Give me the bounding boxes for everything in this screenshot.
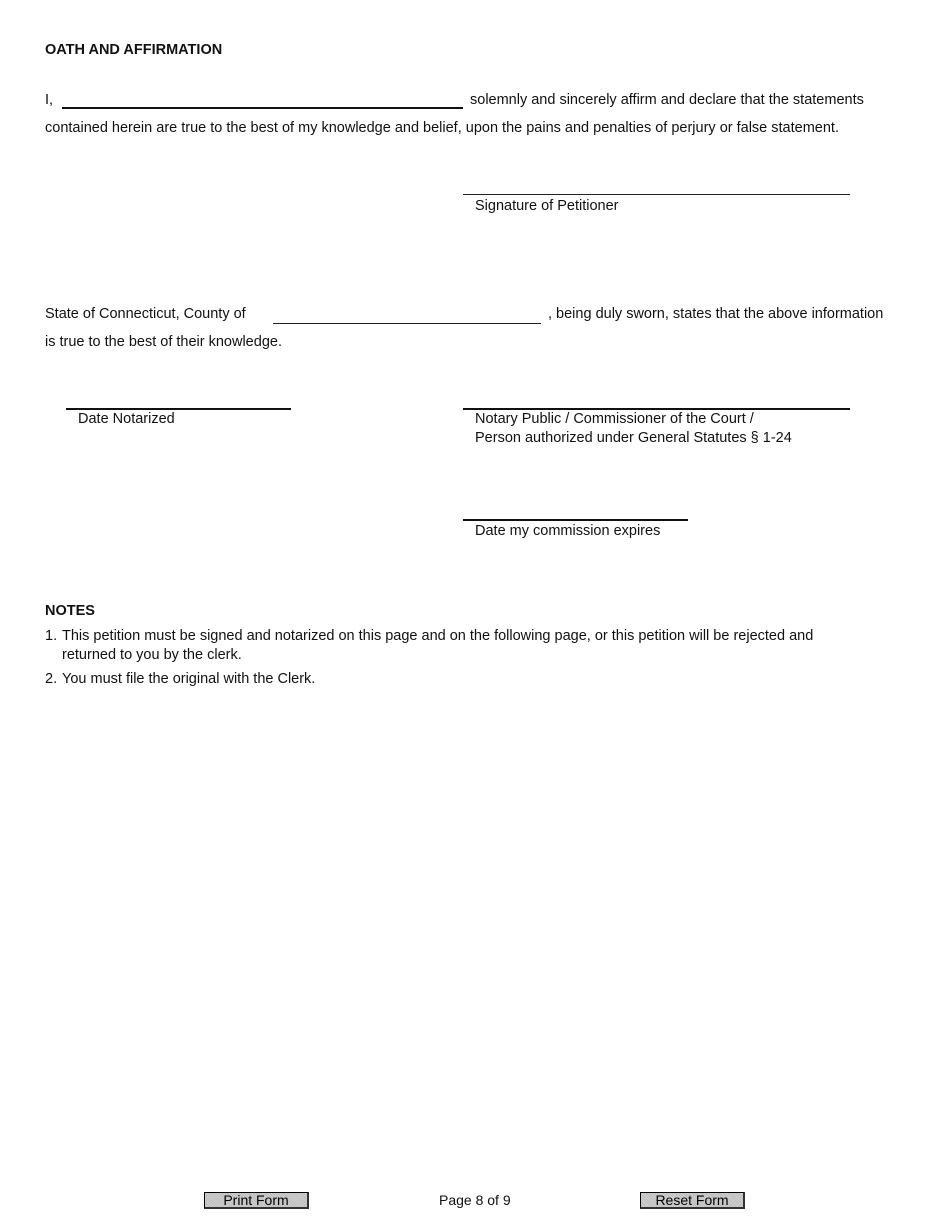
county-input[interactable]	[273, 305, 541, 324]
note-1-line1: This petition must be signed and notarized on this page and on the following page, or this petition will be rejected and	[62, 628, 814, 644]
notary-label-1: Notary Public / Commissioner of the Court /	[475, 411, 754, 427]
county-prefix: State of Connecticut, County of	[45, 306, 246, 322]
print-form-button[interactable]: Print Form	[204, 1192, 309, 1209]
reset-form-button[interactable]: Reset Form	[640, 1192, 745, 1209]
section-heading: OATH AND AFFIRMATION	[45, 42, 223, 58]
date-notarized-line	[66, 408, 291, 410]
oath-prefix: I,	[45, 92, 54, 108]
oath-text-2: contained herein are true to the best of my knowledge and belief, upon the pains and penalties of perjury or false statement.	[45, 120, 839, 136]
date-notarized-label: Date Notarized	[78, 411, 175, 427]
note-1-line2: returned to you by the clerk.	[62, 647, 242, 663]
oath-text-1: solemnly and sincerely affirm and declare that the statements	[470, 92, 864, 108]
notary-signature-line	[463, 408, 850, 410]
signature-label: Signature of Petitioner	[475, 198, 619, 214]
page-number: Page 8 of 9	[439, 1192, 511, 1208]
note-2-num: 2.	[45, 671, 58, 687]
county-suffix: , being duly sworn, states that the above information	[548, 306, 884, 322]
note-2-line1: You must file the original with the Clerk.	[62, 671, 316, 687]
note-1-num: 1.	[45, 628, 58, 644]
county-text-2: is true to the best of their knowledge.	[45, 334, 282, 350]
commission-label: Date my commission expires	[475, 523, 661, 539]
commission-line	[463, 519, 688, 521]
signature-line	[463, 194, 850, 195]
notes-heading: NOTES	[45, 603, 95, 619]
notary-label-2: Person authorized under General Statutes § 1-24	[475, 430, 792, 446]
petitioner-name-input[interactable]	[62, 89, 463, 109]
